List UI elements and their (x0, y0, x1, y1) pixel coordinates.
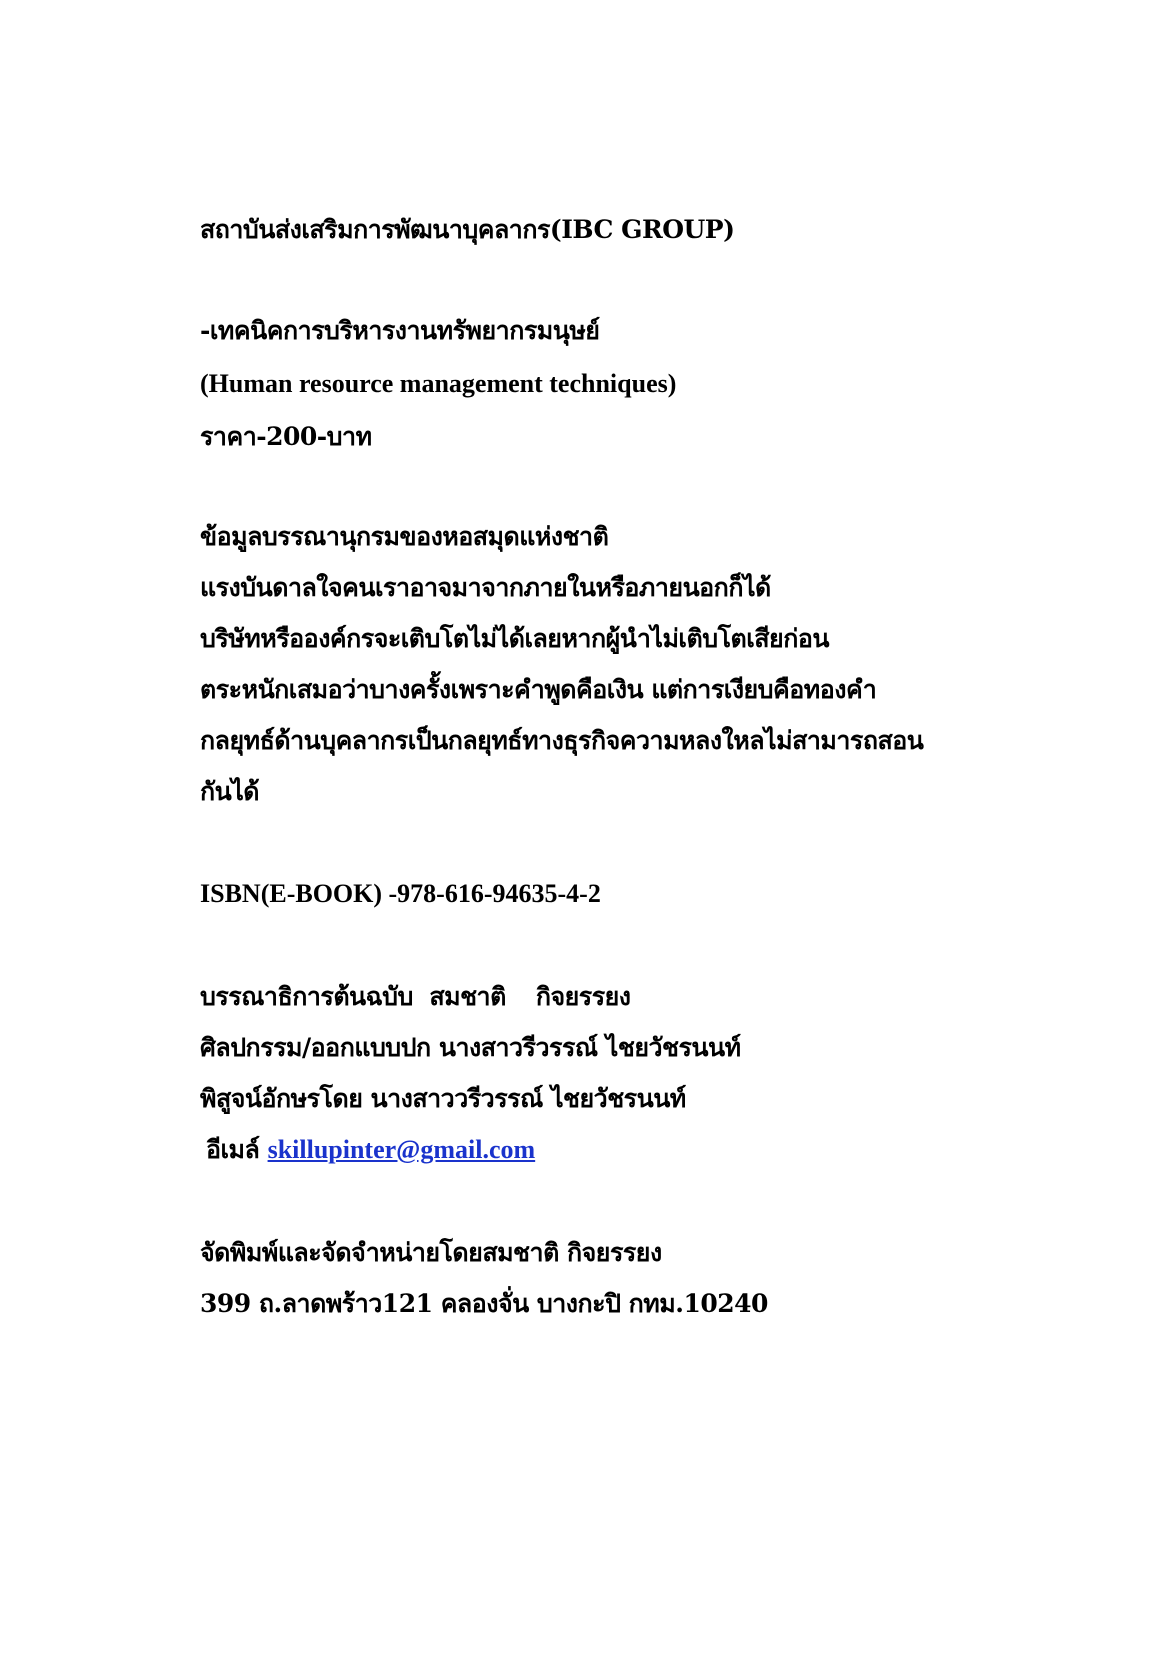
book-price: ราคา-200-บาท (200, 422, 372, 451)
editor-credit (200, 980, 630, 1014)
publisher-line: จัดพิมพ์และจัดจำหน่ายโดยสมชาติ กิจยรรยง (200, 1238, 662, 1267)
book-title-english: (Human resource management techniques) (200, 369, 677, 398)
editor-label: บรรณาธิการต้นฉบับ (200, 982, 413, 1011)
catalog-heading: ข้อมูลบรรณานุกรมของหอสมุดแห่งชาติ (200, 522, 609, 551)
institute-name: สถาบันส่งเสริมการพัฒนาบุคลากร(IBC GROUP) (200, 215, 735, 244)
art-credit: ศิลปกรรม/ออกแบบปก นางสาวรีวรรณ์ ไชยวัชรนนท์ (200, 1033, 741, 1062)
editor-last-name: กิจยรรยง (535, 982, 631, 1011)
catalog-line: แรงบันดาลใจคนเราอาจมาจากภายในหรือภายนอกก็ได้ (200, 573, 771, 602)
email-link[interactable]: skillupinter@gmail.com (267, 1135, 536, 1164)
email-label: อีเมล์ (206, 1135, 260, 1164)
catalog-line: ตระหนักเสมอว่าบางครั้งเพราะคำพูดคือเงิน แต่การเงียบคือทองคำ (200, 675, 877, 704)
publisher-address: 399 ถ.ลาดพร้าว121 คลองจั่น บางกะปิ กทม.10240 (200, 1289, 768, 1318)
email-row (206, 1133, 535, 1167)
catalog-line: กลยุทธ์ด้านบุคลากรเป็นกลยุทธ์ทางธุรกิจความหลงใหลไม่สามารถสอน (200, 726, 924, 755)
isbn: ISBN(E-BOOK) -978-616-94635-4-2 (200, 879, 601, 908)
book-title-thai: -เทคนิคการบริหารงานทรัพยากรมนุษย์ (200, 316, 600, 345)
proofreader-credit: พิสูจน์อักษรโดย นางสาววรีวรรณ์ ไชยวัชรนนท์ (200, 1084, 686, 1113)
editor-first-name: สมชาติ (429, 982, 506, 1011)
catalog-line: กันได้ (200, 777, 260, 806)
catalog-line: บริษัทหรือองค์กรจะเติบโตไม่ได้เลยหากผู้นำไม่เติบโตเสียก่อน (200, 624, 829, 653)
